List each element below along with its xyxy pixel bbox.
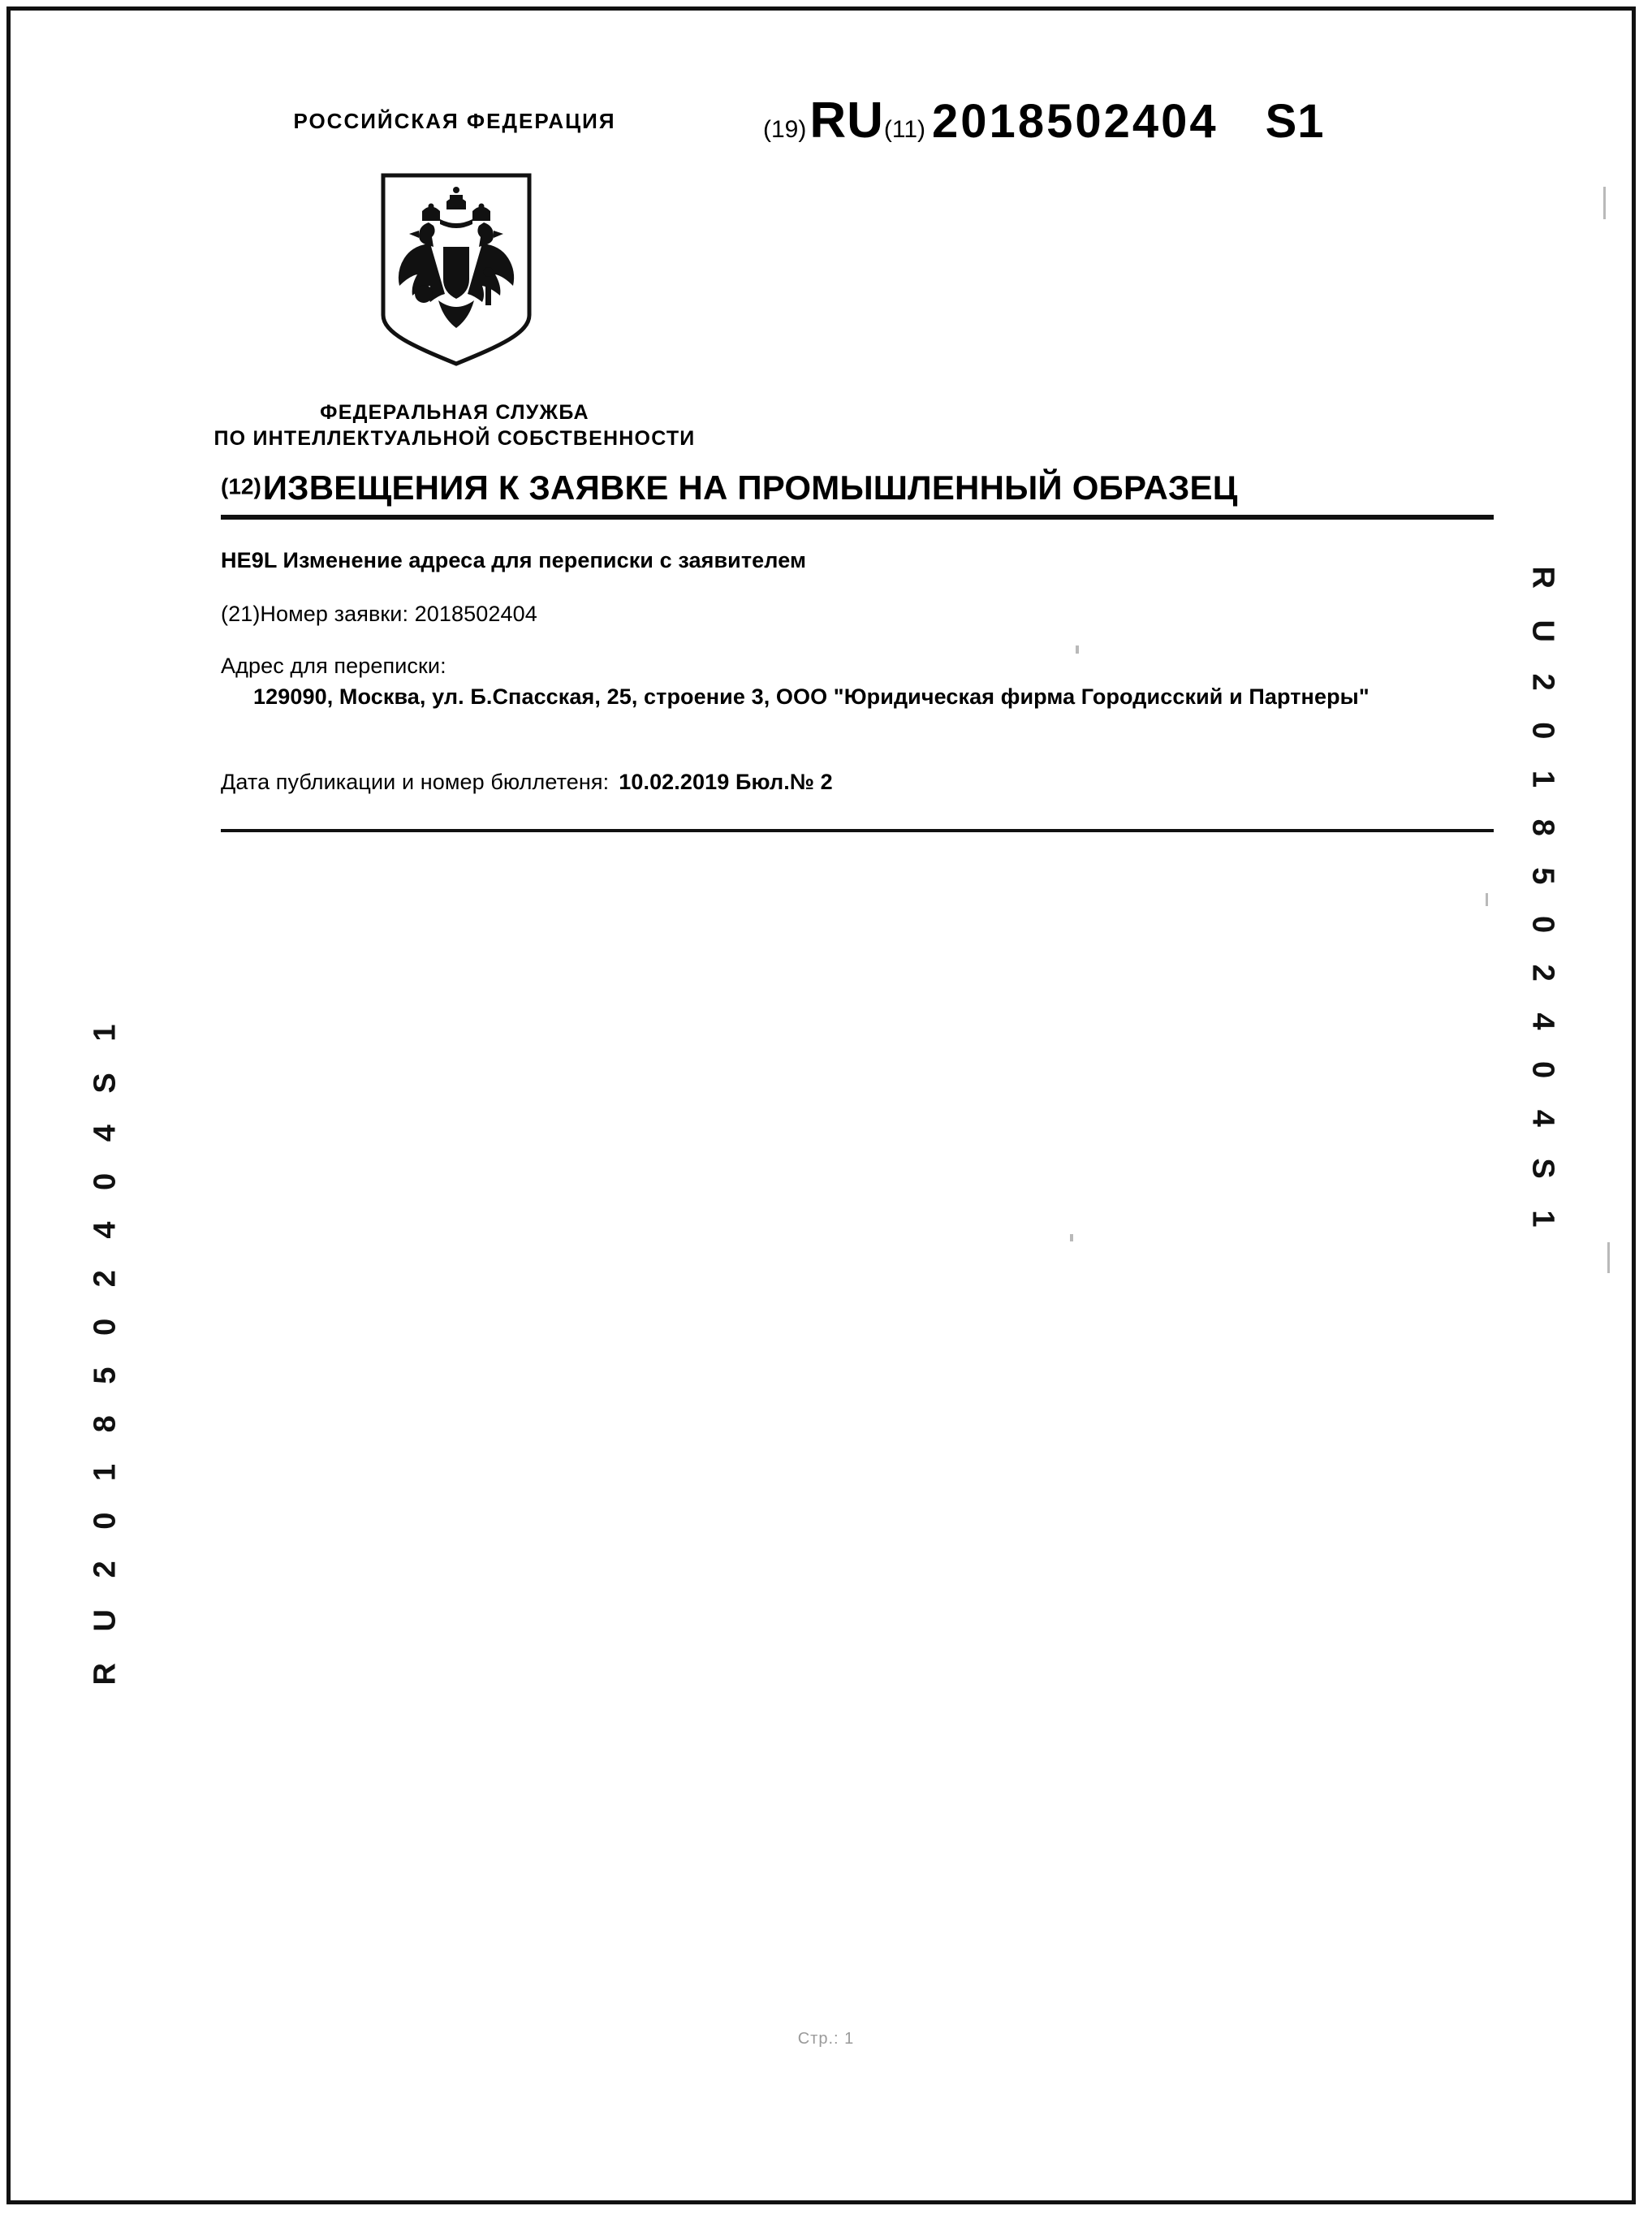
inid-11-code: (11) [883, 116, 926, 143]
body-divider [221, 829, 1494, 832]
publication-date-label: Дата публикации и номер бюллетеня: [221, 770, 610, 794]
scan-speckle [1607, 1242, 1610, 1273]
left-margin-identifier: R U 2 0 1 8 5 0 2 4 0 4 S 1 [88, 1012, 123, 1686]
right-margin-identifier: R U 2 0 1 8 5 0 2 4 0 4 S 1 [1525, 566, 1560, 1239]
page-number-footer: Стр.: 1 [797, 2030, 855, 2048]
kind-code: S1 [1265, 95, 1325, 148]
correspondence-address-value: 129090, Москва, ул. Б.Спасская, 25, строение 3, ООО "Юридическая фирма Городисский и Партнеры" [253, 684, 1369, 709]
scan-speckle [1076, 645, 1079, 654]
page-border [6, 6, 1636, 2204]
issuing-office [170, 399, 739, 451]
correspondence-address-label: Адрес для переписки: [221, 654, 446, 678]
application-number-line: (21)Номер заявки: 2018502404 [221, 602, 537, 626]
office-line-1: ФЕДЕРАЛЬНАЯ СЛУЖБА [320, 401, 589, 424]
title-divider [221, 515, 1494, 520]
country-name: РОССИЙСКАЯ ФЕДЕРАЦИЯ [293, 109, 616, 133]
scan-speckle [1603, 187, 1606, 219]
page-title: ИЗВЕЩЕНИЯ К ЗАЯВКЕ НА ПРОМЫШЛЕННЫЙ ОБРАЗЕЦ [262, 468, 1238, 507]
russian-federation-coat-of-arms-icon [378, 172, 534, 367]
document-title-row [221, 468, 1238, 507]
scan-speckle [1486, 893, 1488, 906]
publication-date-value: 10.02.2019 Бюл.№ 2 [619, 770, 833, 794]
notice-code-line: HE9L Изменение адреса для переписки с заявителем [221, 548, 807, 572]
inid-12-code: (12) [221, 473, 261, 499]
publication-number-line [763, 93, 1325, 149]
country-code-ru: RU [809, 93, 884, 149]
scan-speckle [1070, 1234, 1073, 1241]
publication-number: 2018502404 [932, 95, 1219, 148]
publication-date-line [221, 767, 833, 797]
inid-19-code: (19) [763, 116, 807, 143]
office-line-2: ПО ИНТЕЛЛЕКТУАЛЬНОЙ СОБСТВЕННОСТИ [214, 427, 696, 450]
